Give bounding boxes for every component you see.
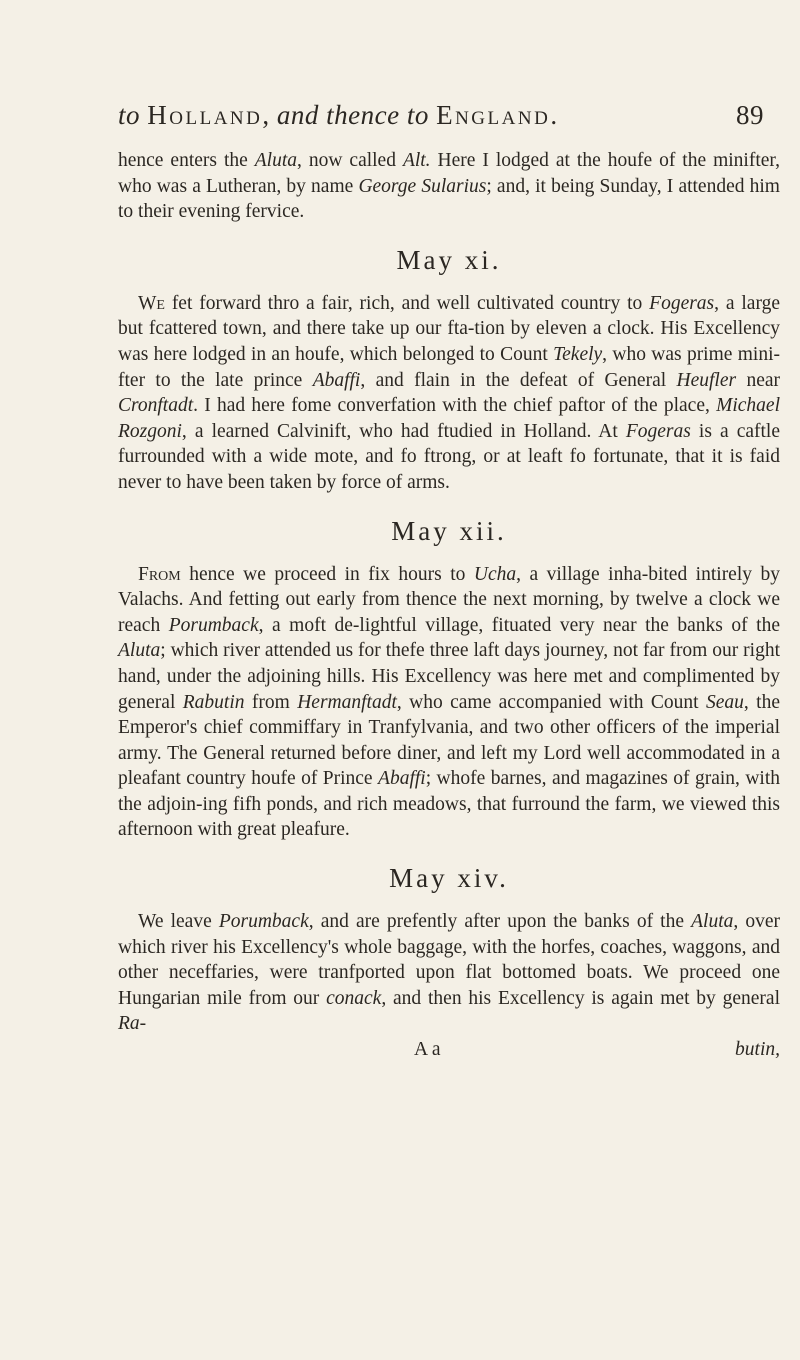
- text-run: , and flain in the defeat of General: [360, 369, 677, 391]
- text-run: , now called: [297, 150, 403, 171]
- italic-run: Abaffi: [312, 369, 361, 391]
- text-run: , who came accompanied with Count: [396, 691, 706, 713]
- text-run: . I had here fome converfation with the chief paftor of the place,: [193, 395, 717, 417]
- text-run: fet forward thro a fair, rich, and well cultivated country to: [164, 292, 650, 314]
- text-run: , a village inha-bited intirely by Valachs. And fetting out early from thence the next morning, by twelve a clock we reach: [118, 563, 780, 636]
- italic-run: Heufler: [676, 369, 737, 391]
- date-heading: May xi.: [396, 244, 502, 275]
- italic-run: Fogeras: [649, 292, 715, 314]
- italic-run: Aluta: [691, 911, 734, 933]
- running-header: [118, 100, 764, 131]
- text-run: , a large but fcattered town, and there take up our fta-tion by eleven a clock. His Excellency was here lodged in an houfe, which belonged to Count: [118, 292, 780, 365]
- signature-mark: A a: [414, 1039, 441, 1061]
- header-part: England: [436, 100, 551, 130]
- italic-run: Ra-: [118, 1013, 147, 1035]
- italic-run: George Sularius: [358, 175, 487, 197]
- text-run: We leave: [138, 911, 219, 933]
- italic-run: Hermanftadt: [297, 691, 397, 713]
- italic-run: Abaffi: [378, 768, 426, 790]
- text-run: ; which river attended us for thefe three laft days journey, not far from our right hand, under the adjoining hills. His Excellency was here met and complimented by general: [118, 640, 780, 713]
- text-run: , a learned Calvinift, who had ftudied in Holland. At: [181, 420, 626, 442]
- italic-run: Michael Rozgoni: [118, 395, 780, 442]
- header-part: .: [550, 100, 558, 130]
- paragraph: [118, 909, 780, 1037]
- page-body: [118, 148, 780, 1063]
- italic-run: Tekely: [553, 343, 603, 365]
- header-part: ,: [262, 100, 277, 130]
- italic-run: Porumback: [168, 614, 259, 636]
- paragraph: [118, 291, 780, 496]
- paragraph: [118, 148, 780, 225]
- text-run: ; and, it being Sunday, I attended him to their evening fervice.: [118, 175, 780, 223]
- text-run: ; whofe barnes, and magazines of grain, with the adjoin-ing fifh ponds, and rich meadows, that furround the farm, we viewed this afternoon with great pleafure.: [118, 768, 781, 841]
- text-run: , who was prime mini-fter to the late prince: [118, 343, 781, 391]
- italic-run: Cronftadt: [118, 395, 194, 417]
- page-footer: [118, 1037, 780, 1063]
- header-part: and thence to: [276, 100, 437, 130]
- paragraph: [118, 562, 780, 844]
- text-run: from: [244, 691, 298, 713]
- italic-run: Porumback: [218, 911, 309, 933]
- page-number: 89: [736, 100, 764, 130]
- smallcaps-run: From: [138, 563, 181, 585]
- italic-run: Aluta: [118, 640, 161, 662]
- text-run: hence enters the: [118, 150, 255, 171]
- italic-run: Fogeras: [625, 420, 691, 442]
- text-run: hence we proceed in fix hours to: [180, 563, 474, 585]
- text-run: , a moft de-lightful village, fituated very near the banks of the: [258, 614, 780, 636]
- text-run: , over which river his Excellency's whole baggage, with the horfes, coaches, waggons, and other neceffaries, were tranfported upon flat bottomed boats. We proceed one Hungarian mile from our: [118, 911, 780, 1009]
- text-run: , and then his Excellency is again met by general: [381, 987, 780, 1009]
- italic-run: Alt.: [402, 150, 431, 171]
- text-run: is a caftle furrounded with a wide mote, and fo ftrong, or at leaft fo fortunate, that it is faid never to have been taken by force of arms.: [118, 420, 780, 493]
- date-heading: May xii.: [391, 515, 507, 546]
- header-part: Holland: [147, 100, 263, 130]
- italic-run: conack: [326, 987, 382, 1009]
- smallcaps-run: We: [138, 292, 165, 314]
- header-part: to: [118, 100, 148, 130]
- italic-run: Rabutin: [182, 691, 245, 713]
- text-run: , and are prefently after upon the banks of the: [308, 911, 692, 933]
- text-run: , the Emperor's chief commiffary in Tranfylvania, and two other officers of the imperial army. The General returned before diner, and left my Lord well accommodated in a pleafant country houfe of Prince: [118, 691, 780, 790]
- text-run: Here I lodged at the houfe of the minifter, who was a Lutheran, by name: [118, 150, 780, 197]
- text-run: near: [736, 369, 780, 391]
- italic-run: Seau: [706, 691, 744, 713]
- italic-run: Ucha: [473, 563, 517, 585]
- catchword: butin,: [735, 1039, 780, 1061]
- date-heading: May xiv.: [389, 863, 509, 894]
- italic-run: Aluta: [254, 150, 298, 171]
